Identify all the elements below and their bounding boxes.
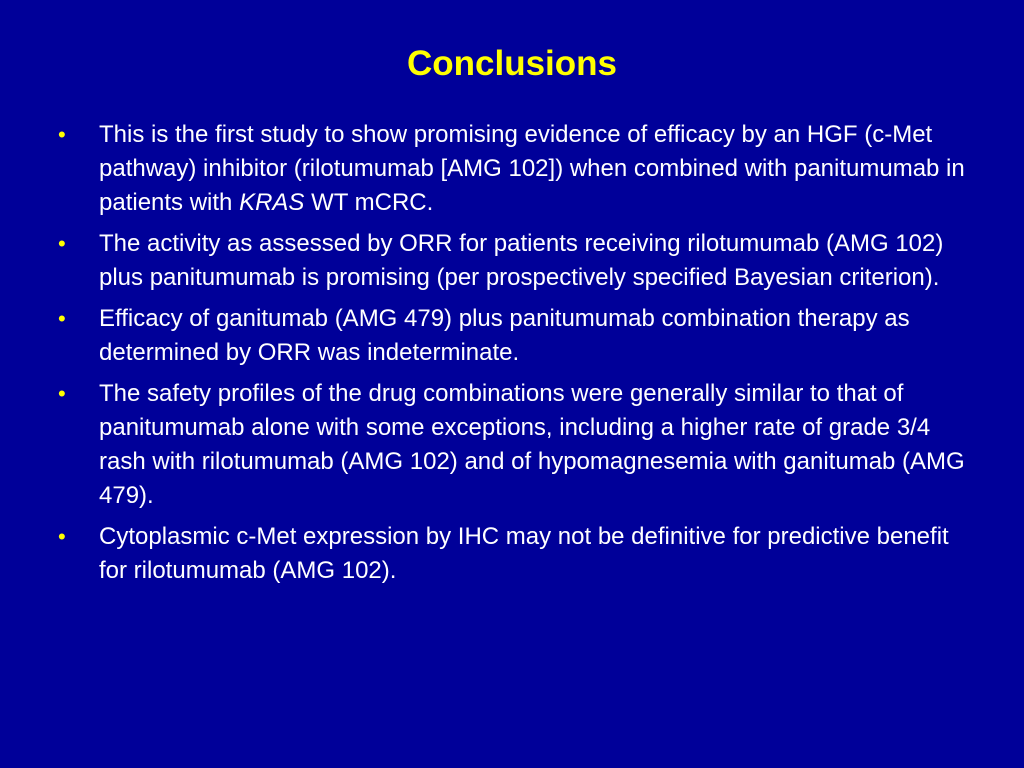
bullet-item [58,377,968,513]
bullet-item [58,520,968,588]
bullet-text-part: WT mCRC. [304,189,434,216]
bullet-item [58,118,968,220]
bullet-text [99,121,965,216]
bullet-icon: • [58,231,66,256]
bullet-text: The activity as assessed by ORR for patients receiving rilotumumab (AMG 102) plus panitumumab is promising (per prospectively specified Bayesian criterion). [99,230,944,291]
bullet-text: Cytoplasmic c-Met expression by IHC may not be definitive for predictive benefit for rilotumumab (AMG 102). [99,523,949,584]
bullet-emphasis: KRAS [239,189,305,216]
bullet-text-part: This is the first study to show promising evidence of efficacy by an HGF (c-Met pathway) inhibitor (rilotumumab [AMG 102]) when combined with panitumumab in patients with [99,121,965,216]
bullet-list [58,118,968,595]
bullet-item [58,227,968,295]
bullet-icon: • [58,122,66,147]
bullet-text: Efficacy of ganitumab (AMG 479) plus panitumumab combination therapy as determined by ORR was indeterminate. [99,305,910,366]
bullet-icon: • [58,381,66,406]
bullet-text: The safety profiles of the drug combinations were generally similar to that of panitumumab alone with some exceptions, including a higher rate of grade 3/4 rash with rilotumumab (AMG 102) and of hypomagnesemia with ganitumab (AMG 479). [99,380,965,509]
bullet-item [58,302,968,370]
slide-title: Conclusions [406,44,618,83]
bullet-icon: • [58,306,66,331]
bullet-icon: • [58,524,66,549]
